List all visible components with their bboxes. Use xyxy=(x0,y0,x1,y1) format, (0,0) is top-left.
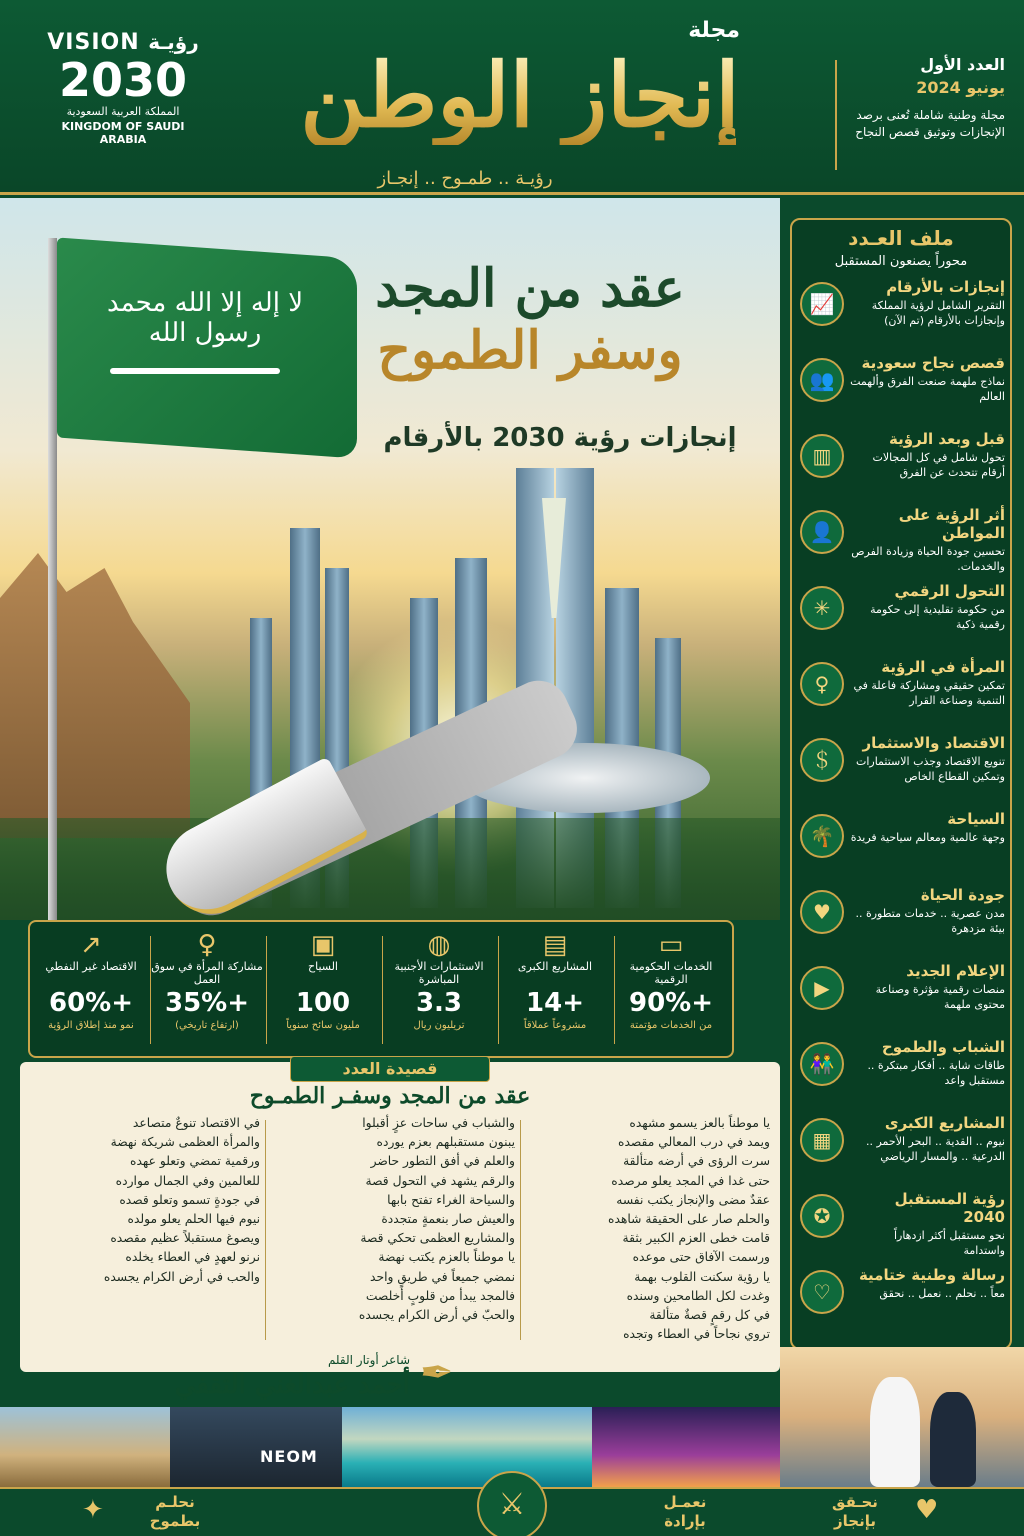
sidebar-item-desc: تنويع الاقتصاد وجذب الاستثمارات وتمكين القطاع الخاص xyxy=(855,755,1005,783)
sidebar-item-title: المشاريع الكبرى xyxy=(884,1114,1005,1132)
neom-label: NEOM xyxy=(260,1447,318,1466)
sidebar-item-desc: نحو مستقبل أكثر ازدهاراً واستدامة xyxy=(893,1229,1005,1257)
magazine-title: إنجاز الوطن xyxy=(250,45,790,145)
sidebar-item xyxy=(800,1038,1005,1106)
girl-figure xyxy=(930,1392,976,1487)
stat-note: تريليون ريال xyxy=(413,1020,465,1031)
sidebar-item-text xyxy=(850,962,1005,1012)
stat-value: 100 xyxy=(295,988,351,1018)
magazine-kicker: مجلة xyxy=(688,18,740,43)
vision-2030-logo xyxy=(38,30,208,150)
stat-note: (ارتفاع تاريخي) xyxy=(175,1020,239,1031)
hero-subtitle: إنجازات رؤية 2030 بالأرقام xyxy=(383,423,737,453)
sidebar-item xyxy=(800,1266,1005,1334)
stats-panel xyxy=(28,920,734,1058)
sidebar-item xyxy=(800,278,1005,346)
poem-divider xyxy=(520,1120,521,1340)
sidebar-item-title: قصص نجاح سعودية xyxy=(861,354,1005,372)
stat-divider xyxy=(382,936,383,1044)
sidebar-item-title: الإعلام الجديد xyxy=(906,962,1005,980)
chart-icon: 📈 xyxy=(800,282,844,326)
heart-hand-icon: ♥ xyxy=(915,1495,939,1525)
suitcase-icon: ▣ xyxy=(310,930,336,960)
sidebar-item-desc: معاً .. نحلم .. نعمل .. نحقق xyxy=(879,1287,1005,1300)
sidebar-item-desc: منصات رقمية مؤثرة وصناعة محتوى ملهمة xyxy=(875,983,1005,1011)
sidebar-item-title: السياحة xyxy=(947,810,1005,828)
photo-strip xyxy=(0,1407,780,1487)
sidebar-item-text xyxy=(850,886,1005,936)
emblem-icon: ✦ xyxy=(82,1495,104,1525)
stat-divider xyxy=(266,936,267,1044)
stat-card xyxy=(266,930,380,1050)
stat-card xyxy=(34,930,148,1050)
stat-divider xyxy=(614,936,615,1044)
footer-slogan-achieve: نحـقق بإنجاز xyxy=(832,1493,878,1530)
sidebar-item-text xyxy=(850,506,1005,574)
hero-title-line1: عقد من المجد xyxy=(375,258,685,319)
sidebar-item-title: الشباب والطموح xyxy=(881,1038,1005,1056)
sidebar-item xyxy=(800,430,1005,498)
woman-icon: ♀ xyxy=(197,930,217,960)
stat-value: +35% xyxy=(164,988,250,1018)
play-icon: ▶ xyxy=(800,966,844,1010)
sidebar-item-desc: نيوم .. القدية .. البحر الأحمر .. الدرعية .. والمسار الرياضي xyxy=(866,1135,1005,1163)
sidebar-item-title: المرأة في الرؤية xyxy=(881,658,1005,676)
network-icon: ✳ xyxy=(800,586,844,630)
sidebar-item xyxy=(800,1114,1005,1182)
vision-ar: رؤيـة xyxy=(148,30,199,54)
flag-pole xyxy=(48,238,57,920)
sidebar-item-text xyxy=(850,430,1005,480)
investment-icon: ＄ xyxy=(800,738,844,782)
sidebar-item-desc: وجهة عالمية ومعالم سياحية فريدة xyxy=(850,831,1005,844)
photo-neom xyxy=(170,1407,342,1487)
stat-label: المشاريع الكبرى xyxy=(517,960,593,973)
sidebar-item-text xyxy=(850,1114,1005,1164)
sidebar-item-desc: تمكين حقيقي ومشاركة فاعلة في التنمية وصناعة القرار xyxy=(853,679,1005,707)
sidebar-item-desc: تحول شامل في كل المجالات أرقام تتحدث عن الفرق xyxy=(872,451,1005,479)
sidebar-item-text xyxy=(850,354,1005,404)
sidebar-item-text xyxy=(850,1190,1005,1258)
saudi-flag xyxy=(57,238,357,459)
hands-heart-icon: ♡ xyxy=(800,1270,844,1314)
sidebar-item-desc: طاقات شابة .. أفكار مبتكرة .. مستقبل واعد xyxy=(867,1059,1005,1087)
stat-label: السياح xyxy=(308,960,338,973)
youth-icon: 👫 xyxy=(800,1042,844,1086)
palm-icon: 🌴 xyxy=(800,814,844,858)
magazine-tagline: رؤيـة .. طمـوح .. إنجـاز xyxy=(377,168,553,189)
photo-children-flag xyxy=(780,1347,1024,1487)
poem-column-left: في الاقتصاد تنوعٌ متصاعد والمرأة العظمى شريكة نهضة ورقمية تمضي وتعلو عهده للعالمين وفي الجمال موارده في جودةٍ تسمو وتعلو قصده نيوم فيها الحلم يعلو مولده ويصوغ مستقبلاً عظيم مقصده نرنو لعهدٍ في العطاء يخلده والحب في أرض الكرام يجسده xyxy=(103,1116,260,1284)
stat-note: نمو منذ إطلاق الرؤية xyxy=(48,1020,134,1031)
sidebar-item xyxy=(800,658,1005,726)
sword-icon xyxy=(110,368,280,374)
stat-note: من الخدمات مؤتمتة xyxy=(629,1020,713,1031)
flag-shahada: لا إله إلا الله محمد رسول الله xyxy=(106,288,304,348)
sidebar-item xyxy=(800,354,1005,422)
sidebar-item-desc: من حكومة تقليدية إلى حكومة رقمية ذكية xyxy=(870,603,1005,631)
sidebar-item-text xyxy=(850,734,1005,784)
globe-icon: ◍ xyxy=(427,930,451,960)
growth-icon: ↗ xyxy=(80,930,102,960)
ksa-arabic: المملكة العربية السعودية xyxy=(66,105,180,118)
sidebar-item-title: الاقتصاد والاستثمار xyxy=(862,734,1005,752)
stat-card xyxy=(150,930,264,1050)
sidebar-item-text xyxy=(850,810,1005,845)
issue-date: يونيو 2024 xyxy=(916,78,1005,97)
heart-hand-icon: ♥ xyxy=(800,890,844,934)
ksa-english: KINGDOM OF SAUDI ARABIA xyxy=(61,120,185,146)
city-icon: ▤ xyxy=(542,930,568,960)
stat-value: +60% xyxy=(48,988,134,1018)
poem-column-right: يا موطناً بالعز يسمو مشهده ويمد في درب المعالي مقصده سرت الرؤى في أرضه متألقة حتى غدا في المجد يعلو مرصده عقدٌ مضى والإنجاز يكتب نفسه والحلم صار على الحقيقة شاهده قامت خطى العزم الكبير بثقة ورسمت الآفاق حتى موعده يا رؤية سكنت القلوب بهمة وغدت لكل الطامحين وسنده في كل رقمٍ قصةٌ متألقة تروي نجاحاً في العطاء وتجده xyxy=(608,1116,770,1342)
stat-label: الاقتصاد غير النفطي xyxy=(45,960,137,973)
sidebar-item-text xyxy=(850,582,1005,632)
stat-card xyxy=(614,930,728,1050)
photo-city-night xyxy=(592,1407,780,1487)
issue-info xyxy=(845,55,1005,141)
vision-word: VISION xyxy=(47,30,140,55)
header-divider xyxy=(835,60,837,170)
sidebar-title: ملف العـدد xyxy=(848,226,954,250)
sidebar-item-title: قبل وبعد الرؤية xyxy=(888,430,1005,448)
hero-title xyxy=(320,258,740,382)
sidebar-item-desc: مدن عصرية .. خدمات متطورة .. بيئة مزدهرة xyxy=(855,907,1005,935)
stat-divider xyxy=(150,936,151,1044)
sidebar-item xyxy=(800,962,1005,1030)
sidebar-item xyxy=(800,1190,1005,1258)
boy-figure xyxy=(870,1377,920,1487)
sidebar-item-title: جودة الحياة xyxy=(920,886,1005,904)
hero-image xyxy=(0,198,780,920)
poem-title: عقد من المجد وسفـر الطمـوح xyxy=(249,1083,531,1109)
heritage-fort xyxy=(0,538,190,838)
stat-label: الاستثمارات الأجنبية المباشرة xyxy=(394,960,484,986)
future-icon: ✪ xyxy=(800,1194,844,1238)
issue-number: العدد الأول xyxy=(920,55,1005,74)
citizen-icon: 👤 xyxy=(800,510,844,554)
sidebar-item xyxy=(800,506,1005,574)
poem-divider xyxy=(265,1120,266,1340)
stat-divider xyxy=(498,936,499,1044)
stat-value: +90% xyxy=(628,988,714,1018)
sidebar-item xyxy=(800,886,1005,954)
sidebar-item-title: إنجازات بالأرقام xyxy=(886,278,1005,296)
poem-kicker: قصيدة العدد xyxy=(290,1056,490,1082)
issue-contents-sidebar xyxy=(790,218,1012,1350)
sidebar-item-title: رسالة وطنية ختامية xyxy=(858,1266,1005,1284)
sidebar-item-text xyxy=(850,1038,1005,1088)
stat-value: +14 xyxy=(526,988,584,1018)
bars-icon: ▥ xyxy=(800,434,844,478)
quill-icon: ✒ xyxy=(420,1350,454,1396)
footer-slogan-work: نعمـل بإرادة xyxy=(663,1493,707,1530)
stat-value: 3.3 xyxy=(415,988,463,1018)
sidebar-item-desc: التقرير الشامل لرؤية المملكة وإنجازات بالأرقام (تم الآن) xyxy=(871,299,1005,327)
sidebar-subtitle: محوراً يصنعون المستقبل xyxy=(834,254,968,269)
sidebar-item-desc: نماذج ملهمة صنعت الفرق وألهمت العالم xyxy=(850,375,1005,403)
poet-name: أحمد عبدالغني الثقفي xyxy=(174,1370,410,1400)
stat-label: مشاركة المرأة في سوق العمل xyxy=(151,960,263,986)
sidebar-item xyxy=(800,810,1005,878)
photo-red-sea xyxy=(342,1407,592,1487)
sidebar-item-text xyxy=(850,1266,1005,1301)
sidebar-item xyxy=(800,734,1005,802)
poet-label: شاعر أوتار القلم xyxy=(327,1353,410,1367)
sidebar-item-title: التحول الرقمي xyxy=(894,582,1005,600)
monitor-icon: ▭ xyxy=(658,930,684,960)
saudi-emblem-icon: ⚔ xyxy=(477,1471,547,1536)
stat-note: مليون سائح سنوياً xyxy=(286,1020,360,1031)
sidebar-item-title: رؤية المستقبل 2040 xyxy=(894,1190,1005,1226)
sidebar-item-text xyxy=(850,278,1005,328)
sidebar-item-text xyxy=(850,658,1005,708)
building-icon: ▦ xyxy=(800,1118,844,1162)
photo-heritage xyxy=(0,1407,170,1487)
sidebar-item xyxy=(800,582,1005,650)
footer-slogan-dream: نحلـم بطموح xyxy=(149,1493,201,1530)
stat-card xyxy=(382,930,496,1050)
stat-label: الخدمات الحكومية الرقمية xyxy=(629,960,713,986)
poem-column-middle: والشباب في ساحات عزٍ أقبلوا يبنون مستقبلهم بعزم يورده والعلم في أفق التطور حاضر والرقم يشهد في التحول قصة والسياحة الغراء تفتح بابها والعيش صار بنعمةٍ متجددة والمشاريع العظمى تحكي قصة يا موطناً بالعزم يكتب نهضة نمضي جميعاً في طريقٍ واحد فالمجد يبدأ من قلوبٍ أخلصت والحبّ في أرض الكرام يجسده xyxy=(358,1116,515,1323)
woman-icon: ♀ xyxy=(800,662,844,706)
sidebar-item-title: أثر الرؤية على المواطن xyxy=(898,506,1005,542)
sidebar-item-desc: تحسين جودة الحياة وزيادة الفرص والخدمات. xyxy=(851,545,1005,573)
hero-title-line2: وسفر الطموح xyxy=(377,320,683,381)
people-icon: 👥 xyxy=(800,358,844,402)
issue-description: مجلة وطنية شاملة تُعنى برصد الإنجازات وتوثيق قصص النجاح xyxy=(855,108,1005,139)
stat-note: مشروعاً عملاقاً xyxy=(523,1020,587,1031)
vision-year: 2030 xyxy=(58,53,188,107)
stat-card xyxy=(498,930,612,1050)
